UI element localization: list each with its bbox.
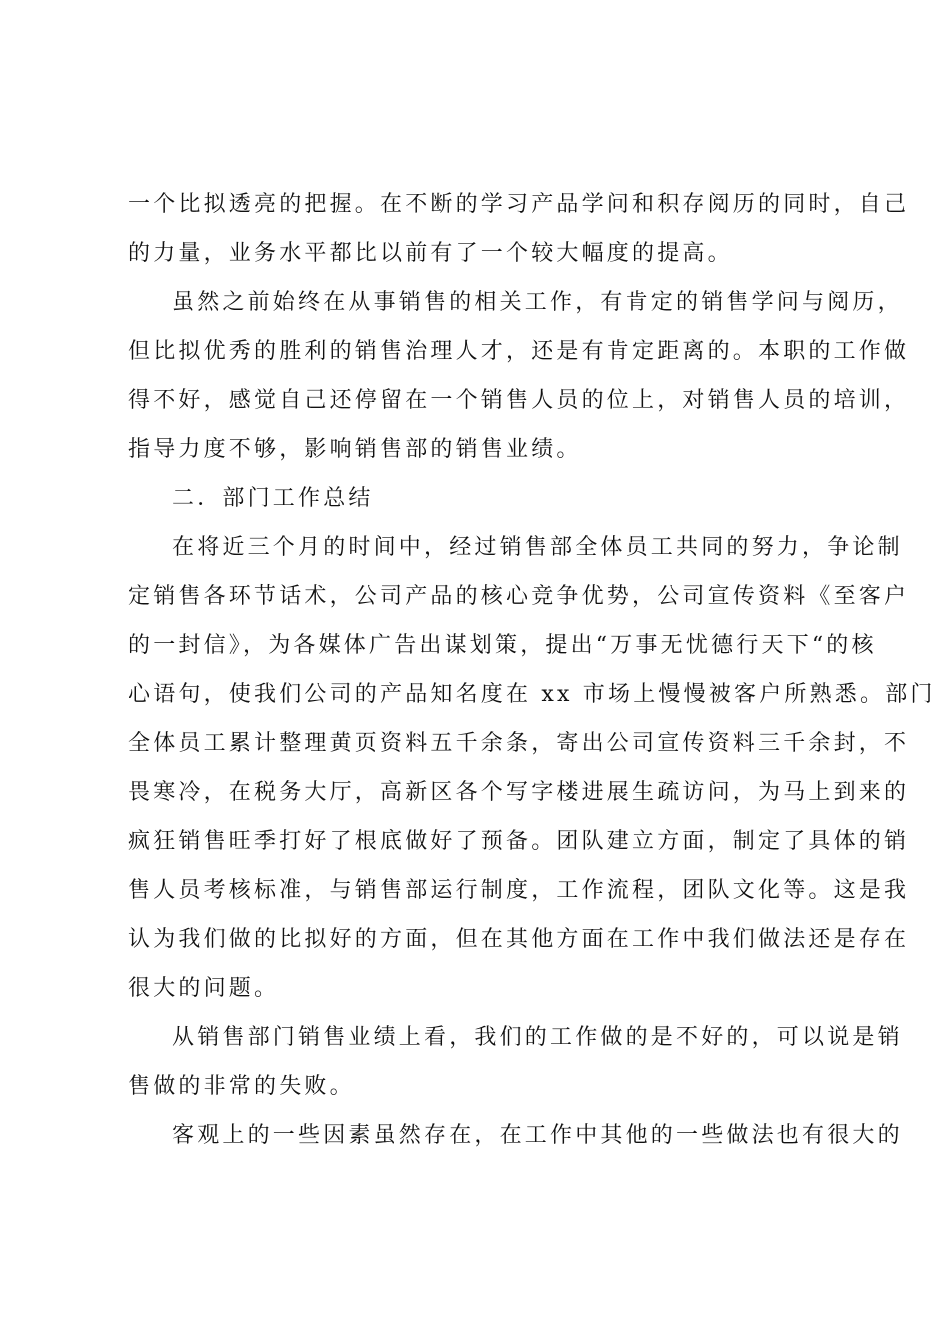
text-line: 得不好，感觉自己还停留在一个销售人员的位上，对销售人员的培训，: [128, 388, 910, 413]
text-line: 在将近三个月的时间中，经过销售部全体员工共同的努力，争论制: [172, 535, 903, 560]
text-line: 全体员工累计整理黄页资料五千余条，寄出公司宣传资料三千余封，不: [128, 731, 910, 756]
text-line: 售人员考核标准，与销售部运行制度，工作流程，团队文化等。这是我: [128, 878, 910, 903]
text-line: 客观上的一些因素虽然存在，在工作中其他的一些做法也有很大的: [172, 1123, 903, 1148]
text-line: 但比拟优秀的胜利的销售治理人才，还是有肯定距离的。本职的工作做: [128, 339, 910, 364]
text-line: 心语句，使我们公司的产品知名度在 xx 市场上慢慢被客户所熟悉。部门: [128, 682, 936, 707]
text-line: 定销售各环节话术，公司产品的核心竞争优势，公司宣传资料《至客户: [128, 584, 910, 609]
paragraph: [128, 1111, 903, 1160]
text-line: 疯狂销售旺季打好了根底做好了预备。团队建立方面，制定了具体的销: [128, 829, 910, 854]
text-line: 畏寒冷，在税务大厅，高新区各个写字楼进展生疏访问，为马上到来的: [128, 780, 910, 805]
text-line: 的一封信》，为各媒体广告出谋划策，提出“万事无忧德行天下“的核: [128, 633, 877, 658]
text-line: 认为我们做的比拟好的方面，但在其他方面在工作中我们做法还是存在: [128, 927, 910, 952]
text-line: 售做的非常的失败。: [128, 1074, 355, 1099]
text-line: 指导力度不够，影响销售部的销售业绩。: [128, 437, 582, 462]
text-line: 一个比拟透亮的把握。在不断的学习产品学问和积存阅历的同时，自己: [128, 192, 910, 217]
paragraph: [128, 1013, 903, 1111]
section-heading-text: 二．部门工作总结: [172, 486, 374, 511]
paragraph: [128, 278, 910, 474]
text-line: 虽然之前始终在从事销售的相关工作，有肯定的销售学问与阅历，: [172, 290, 903, 315]
text-line: 从销售部门销售业绩上看，我们的工作做的是不好的，可以说是销: [172, 1025, 903, 1050]
paragraph: [128, 523, 936, 1013]
section-heading: [128, 474, 832, 523]
text-line: 的力量，业务水平都比以前有了一个较大幅度的提高。: [128, 241, 733, 266]
text-line: 很大的问题。: [128, 976, 280, 1001]
document-body: [128, 180, 936, 1160]
paragraph: [128, 180, 910, 278]
